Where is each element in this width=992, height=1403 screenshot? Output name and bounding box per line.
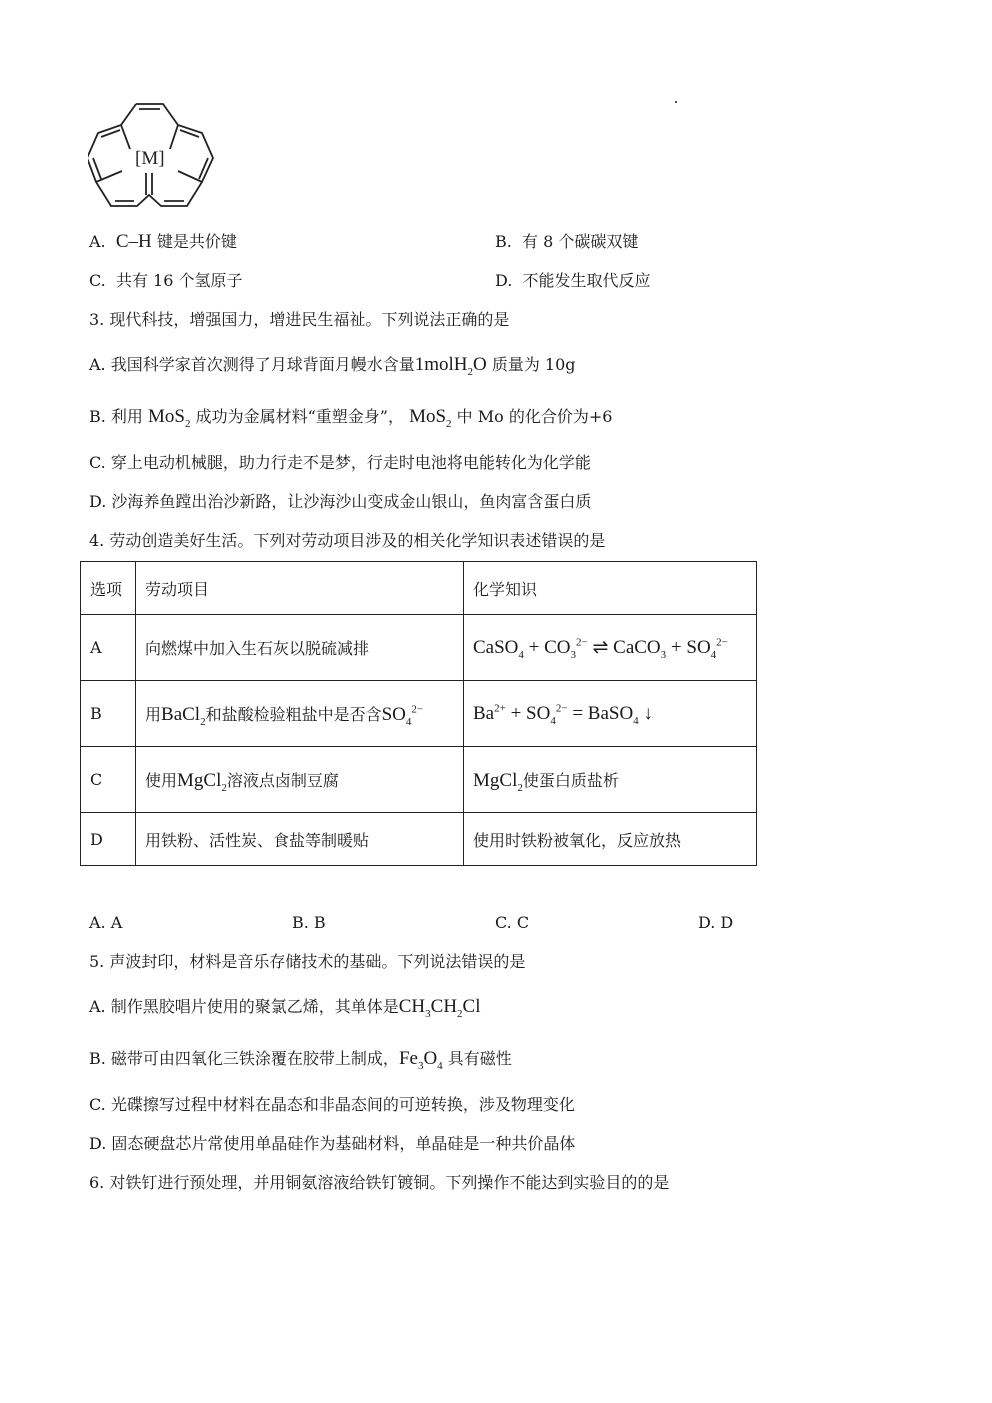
q3-option-b[interactable]: B. 利用 MoS$_2$ 成功为金属材料“重塑金身”， MoS$_2$ 中 Mo 的化合价为+6 <box>89 406 613 430</box>
table-row: A 向燃煤中加入生石灰以脱硫减排 CaSO$_4$ + $CO_3^{2-}$ ⇌ CaCO$_3$ + $SO_4^{2-}$ <box>81 615 757 681</box>
q4-answer-b[interactable]: B. B <box>292 913 326 932</box>
table-row: B 用BaCl$_2$和盐酸检验粗盐中是否含$SO_4^{2-}$ $Ba^{2+} + SO_4^{2-}$ = BaSO$_4$ ↓ <box>81 681 757 747</box>
q3-option-d[interactable]: D. 沙海养鱼蹚出治沙新路，让沙海沙山变成金山银山，鱼肉富含蛋白质 <box>89 492 592 511</box>
formula-fe3o4: $Fe_3O_4$ <box>398 1048 443 1072</box>
q5-option-a[interactable]: A. 制作黑胶唱片使用的聚氯乙烯，其单体是$CH_3CH_2Cl$ <box>89 996 481 1020</box>
q6-stem: 6. 对铁钉进行预处理，并用铜氨溶液给铁钉镀铜。下列操作不能达到实验目的的是 <box>89 1173 670 1192</box>
header-option: 选项 <box>81 562 136 615</box>
table-row: C 使用MgCl$_2$溶液点卤制豆腐 MgCl$_2$使蛋白质盐析 <box>81 747 757 813</box>
q4-stem: 4. 劳动创造美好生活。下列对劳动项目涉及的相关化学知识表述错误的是 <box>89 531 606 550</box>
q4-table <box>80 561 757 866</box>
equation-caso4: CaSO$_4$ + $CO_3^{2-}$ ⇌ CaCO$_3$ + $SO_4^{2-}$ <box>464 615 757 681</box>
metal-label: [M] <box>135 148 165 169</box>
q3-stem: 3. 现代科技，增强国力，增进民生福祉。下列说法正确的是 <box>89 310 510 329</box>
equation-baso4: $Ba^{2+} + SO_4^{2-}$ = BaSO$_4$ ↓ <box>464 681 757 747</box>
table-header-row <box>81 562 757 615</box>
q3-option-a[interactable]: A. 我国科学家首次测得了月球背面月幔水含量1molH$_2$O 质量为 10g <box>89 354 576 378</box>
table-row: D 用铁粉、活性炭、食盐等制暖贴 使用时铁粉被氧化，反应放热 <box>81 813 757 866</box>
formula-ch3ch2cl: $CH_3CH_2Cl$ <box>398 996 481 1020</box>
q2-option-d[interactable]: D. 不能发生取代反应 <box>495 271 651 290</box>
header-knowledge: 化学知识 <box>464 562 757 615</box>
stray-mark <box>675 101 677 103</box>
q2-option-a[interactable]: A. C–H 键是共价键 <box>89 231 237 252</box>
q5-option-d[interactable]: D. 固态硬盘芯片常使用单晶硅作为基础材料，单晶硅是一种共价晶体 <box>89 1134 576 1153</box>
molecule-structure-figure <box>88 93 218 221</box>
q5-option-b[interactable]: B. 磁带可由四氧化三铁涂覆在胶带上制成，$Fe_3O_4$ 具有磁性 <box>89 1048 512 1072</box>
q3-option-c[interactable]: C. 穿上电动机械腿，助力行走不是梦，行走时电池将电能转化为化学能 <box>89 453 591 472</box>
q5-option-c[interactable]: C. 光碟擦写过程中材料在晶态和非晶态间的可逆转换，涉及物理变化 <box>89 1095 575 1114</box>
q2-option-b[interactable]: B. 有 8 个碳碳双键 <box>495 232 639 251</box>
q4-answer-d[interactable]: D. D <box>698 913 734 932</box>
header-project: 劳动项目 <box>136 562 464 615</box>
q4-answer-c[interactable]: C. C <box>495 913 530 932</box>
q2-option-c[interactable]: C. 共有 16 个氢原子 <box>89 271 243 290</box>
q4-answer-a[interactable]: A. A <box>89 913 123 932</box>
q5-stem: 5. 声波封印，材料是音乐存储技术的基础。下列说法错误的是 <box>89 952 526 971</box>
